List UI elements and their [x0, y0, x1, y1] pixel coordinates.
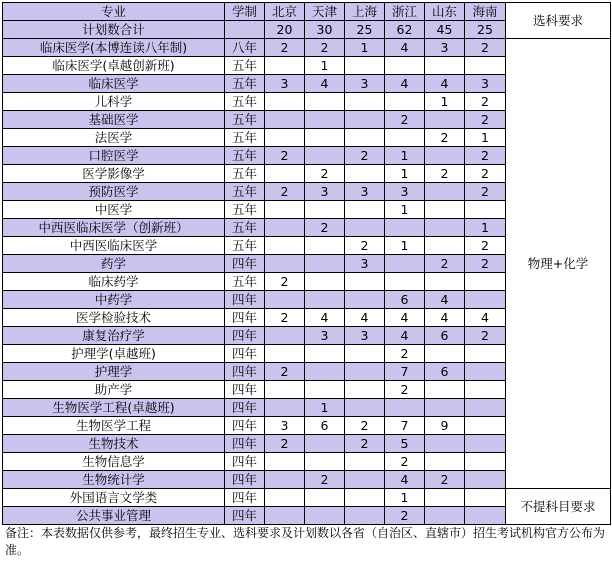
major-name: 外国语言文学类 [3, 489, 225, 507]
plan-count: 2 [465, 111, 506, 129]
major-name: 医学检验技术 [3, 309, 225, 327]
plan-count [425, 237, 465, 255]
plan-count: 4 [385, 327, 425, 345]
major-years: 四年 [225, 345, 265, 363]
plan-count: 2 [465, 93, 506, 111]
plan-count [345, 111, 385, 129]
plan-count: 2 [265, 435, 305, 453]
plan-count [465, 399, 506, 417]
plan-count [305, 291, 345, 309]
plan-count [425, 111, 465, 129]
plan-count: 7 [385, 417, 425, 435]
plan-count: 2 [425, 165, 465, 183]
plan-count [305, 453, 345, 471]
major-name: 助产学 [3, 381, 225, 399]
major-name: 公共事业管理 [3, 507, 225, 525]
plan-count: 1 [385, 165, 425, 183]
total-value: 45 [425, 21, 465, 39]
plan-count [265, 165, 305, 183]
major-years: 四年 [225, 507, 265, 525]
plan-count: 6 [425, 327, 465, 345]
plan-count [265, 93, 305, 111]
plan-count [345, 273, 385, 291]
plan-count [345, 363, 385, 381]
plan-count: 2 [385, 507, 425, 525]
major-years: 五年 [225, 93, 265, 111]
plan-count [345, 471, 385, 489]
major-name: 护理学(卓越班) [3, 345, 225, 363]
total-value: 25 [345, 21, 385, 39]
plan-count: 2 [265, 39, 305, 57]
plan-count [305, 201, 345, 219]
header-province: 天津 [305, 3, 345, 21]
plan-count: 3 [305, 327, 345, 345]
plan-count: 2 [265, 273, 305, 291]
plan-count [265, 345, 305, 363]
plan-count [385, 273, 425, 291]
plan-count [425, 489, 465, 507]
plan-count [305, 147, 345, 165]
plan-count [465, 57, 506, 75]
plan-count: 3 [345, 183, 385, 201]
major-years: 八年 [225, 39, 265, 57]
plan-count: 1 [425, 93, 465, 111]
plan-count [305, 129, 345, 147]
total-value: 62 [385, 21, 425, 39]
plan-count [305, 435, 345, 453]
plan-count [305, 111, 345, 129]
plan-count: 2 [465, 327, 506, 345]
major-name: 生物医学工程 [3, 417, 225, 435]
plan-count: 2 [345, 417, 385, 435]
footnote: 备注：本表数据仅供参考，最终招生专业、选科要求及计划数以各省（自治区、直辖市）招生考试机构官方公布为准。 [5, 526, 606, 557]
plan-count [305, 93, 345, 111]
plan-count [465, 363, 506, 381]
major-years: 五年 [225, 57, 265, 75]
major-name: 临床医学(本博连读八年制) [3, 39, 225, 57]
plan-count [465, 435, 506, 453]
plan-count [345, 129, 385, 147]
major-name: 生物技术 [3, 435, 225, 453]
plan-count [425, 399, 465, 417]
total-label: 计划数合计 [3, 21, 225, 39]
plan-count: 2 [345, 147, 385, 165]
plan-count [425, 57, 465, 75]
plan-count: 2 [345, 435, 385, 453]
major-years: 四年 [225, 399, 265, 417]
plan-count [345, 399, 385, 417]
plan-count [265, 327, 305, 345]
requirement-science: 物理+化学 [506, 39, 611, 489]
plan-count [305, 381, 345, 399]
table-row [3, 39, 611, 57]
plan-count [465, 453, 506, 471]
plan-count: 2 [465, 147, 506, 165]
plan-count: 3 [345, 327, 385, 345]
plan-count [425, 435, 465, 453]
requirement-none: 不提科目要求 [506, 489, 611, 525]
plan-count [265, 129, 305, 147]
major-name: 基础医学 [3, 111, 225, 129]
plan-count [425, 453, 465, 471]
plan-count: 2 [265, 147, 305, 165]
plan-count: 2 [465, 39, 506, 57]
major-years: 五年 [225, 75, 265, 93]
plan-count [425, 507, 465, 525]
plan-count [305, 255, 345, 273]
plan-count: 4 [465, 309, 506, 327]
plan-count: 3 [265, 417, 305, 435]
plan-count: 2 [265, 363, 305, 381]
plan-count: 2 [385, 111, 425, 129]
plan-count [265, 219, 305, 237]
plan-count [345, 93, 385, 111]
plan-count [305, 273, 345, 291]
total-value: 20 [265, 21, 305, 39]
major-name: 医学影像学 [3, 165, 225, 183]
plan-count [265, 381, 305, 399]
plan-count: 2 [425, 129, 465, 147]
plan-count: 3 [345, 75, 385, 93]
major-name: 康复治疗学 [3, 327, 225, 345]
plan-count [425, 147, 465, 165]
plan-count [265, 255, 305, 273]
plan-count: 2 [305, 219, 345, 237]
header-province: 浙江 [385, 3, 425, 21]
enrollment-plan-table [2, 2, 611, 525]
plan-count [465, 417, 506, 435]
major-name: 口腔医学 [3, 147, 225, 165]
plan-count [345, 507, 385, 525]
plan-count [385, 399, 425, 417]
plan-count: 2 [265, 309, 305, 327]
plan-count: 1 [385, 201, 425, 219]
plan-count: 3 [425, 39, 465, 57]
plan-count: 1 [305, 57, 345, 75]
major-name: 护理学 [3, 363, 225, 381]
major-name: 药学 [3, 255, 225, 273]
plan-count [465, 507, 506, 525]
major-name: 中西医临床医学 [3, 237, 225, 255]
plan-count [265, 237, 305, 255]
plan-count: 4 [385, 75, 425, 93]
major-years: 四年 [225, 363, 265, 381]
plan-count [305, 237, 345, 255]
plan-count: 3 [465, 75, 506, 93]
plan-count [465, 201, 506, 219]
major-years: 四年 [225, 435, 265, 453]
plan-count [385, 219, 425, 237]
plan-count: 7 [385, 363, 425, 381]
major-years: 四年 [225, 255, 265, 273]
major-years: 四年 [225, 417, 265, 435]
plan-count [265, 471, 305, 489]
plan-count: 2 [425, 471, 465, 489]
plan-count [385, 57, 425, 75]
major-years: 四年 [225, 453, 265, 471]
plan-count [345, 219, 385, 237]
plan-count: 3 [385, 183, 425, 201]
plan-count: 4 [385, 309, 425, 327]
plan-count: 2 [385, 345, 425, 363]
plan-count: 1 [385, 237, 425, 255]
plan-count [345, 489, 385, 507]
plan-count: 1 [345, 39, 385, 57]
major-name: 生物统计学 [3, 471, 225, 489]
plan-count [385, 255, 425, 273]
major-years: 四年 [225, 327, 265, 345]
plan-count [265, 489, 305, 507]
plan-count [265, 201, 305, 219]
major-years: 五年 [225, 129, 265, 147]
plan-count: 2 [345, 237, 385, 255]
plan-count [465, 345, 506, 363]
major-years: 四年 [225, 381, 265, 399]
major-name: 中医学 [3, 201, 225, 219]
plan-count [265, 507, 305, 525]
plan-count: 2 [385, 381, 425, 399]
plan-count: 1 [465, 129, 506, 147]
major-name: 生物医学工程(卓越班) [3, 399, 225, 417]
major-years: 五年 [225, 219, 265, 237]
major-years: 四年 [225, 309, 265, 327]
plan-count [425, 273, 465, 291]
major-years: 四年 [225, 471, 265, 489]
total-years-empty [225, 21, 265, 39]
major-years: 四年 [225, 489, 265, 507]
plan-count [345, 381, 385, 399]
major-years: 五年 [225, 165, 265, 183]
major-years: 五年 [225, 237, 265, 255]
plan-count: 1 [465, 219, 506, 237]
plan-count [345, 57, 385, 75]
plan-count: 6 [385, 291, 425, 309]
major-years: 五年 [225, 273, 265, 291]
plan-count: 4 [305, 309, 345, 327]
plan-count [465, 291, 506, 309]
major-years: 五年 [225, 183, 265, 201]
header-province: 山东 [425, 3, 465, 21]
plan-count: 2 [305, 165, 345, 183]
plan-count: 4 [345, 309, 385, 327]
major-years: 五年 [225, 147, 265, 165]
major-name: 生物信息学 [3, 453, 225, 471]
plan-count [265, 453, 305, 471]
plan-count: 6 [305, 417, 345, 435]
major-name: 中西医临床医学（创新班） [3, 219, 225, 237]
plan-count [345, 453, 385, 471]
plan-count [345, 291, 385, 309]
plan-count [265, 291, 305, 309]
major-name: 临床药学 [3, 273, 225, 291]
plan-count [465, 381, 506, 399]
plan-count: 4 [385, 471, 425, 489]
major-years: 五年 [225, 201, 265, 219]
plan-count [425, 183, 465, 201]
plan-count [465, 489, 506, 507]
plan-count: 2 [465, 165, 506, 183]
plan-count: 6 [425, 363, 465, 381]
plan-count [345, 345, 385, 363]
plan-count [305, 363, 345, 381]
plan-count: 3 [305, 183, 345, 201]
plan-count: 2 [305, 39, 345, 57]
plan-count: 2 [305, 471, 345, 489]
plan-count: 2 [425, 255, 465, 273]
plan-count [425, 381, 465, 399]
header-province: 北京 [265, 3, 305, 21]
total-value: 25 [465, 21, 506, 39]
major-years: 四年 [225, 291, 265, 309]
plan-count [305, 507, 345, 525]
major-years: 五年 [225, 111, 265, 129]
plan-count [345, 201, 385, 219]
plan-count: 1 [305, 399, 345, 417]
plan-count: 2 [265, 183, 305, 201]
major-name: 临床医学(卓越创新班) [3, 57, 225, 75]
plan-count: 3 [345, 255, 385, 273]
header-years: 学制 [225, 3, 265, 21]
plan-count [425, 345, 465, 363]
plan-count [305, 489, 345, 507]
plan-count: 3 [265, 75, 305, 93]
plan-count: 4 [305, 75, 345, 93]
plan-count: 9 [425, 417, 465, 435]
major-name: 儿科学 [3, 93, 225, 111]
major-name: 预防医学 [3, 183, 225, 201]
plan-count: 5 [385, 435, 425, 453]
plan-count [305, 345, 345, 363]
plan-count [425, 201, 465, 219]
plan-count: 1 [385, 489, 425, 507]
plan-count [465, 273, 506, 291]
header-requirement: 选科要求 [506, 3, 611, 39]
header-province: 海南 [465, 3, 506, 21]
plan-count: 4 [425, 291, 465, 309]
plan-count: 2 [385, 453, 425, 471]
plan-count: 4 [425, 75, 465, 93]
plan-count [265, 399, 305, 417]
plan-count [385, 129, 425, 147]
plan-count: 4 [385, 39, 425, 57]
plan-count: 1 [385, 147, 425, 165]
plan-count [465, 471, 506, 489]
major-name: 法医学 [3, 129, 225, 147]
plan-count [425, 219, 465, 237]
major-name: 中药学 [3, 291, 225, 309]
plan-count [265, 111, 305, 129]
table-row [3, 489, 611, 507]
major-name: 临床医学 [3, 75, 225, 93]
plan-count: 2 [465, 183, 506, 201]
header-major: 专业 [3, 3, 225, 21]
plan-count: 4 [425, 309, 465, 327]
plan-count: 2 [465, 255, 506, 273]
plan-count [265, 57, 305, 75]
total-value: 30 [305, 21, 345, 39]
header-province: 上海 [345, 3, 385, 21]
plan-count [385, 93, 425, 111]
plan-count: 2 [465, 237, 506, 255]
plan-count [345, 165, 385, 183]
